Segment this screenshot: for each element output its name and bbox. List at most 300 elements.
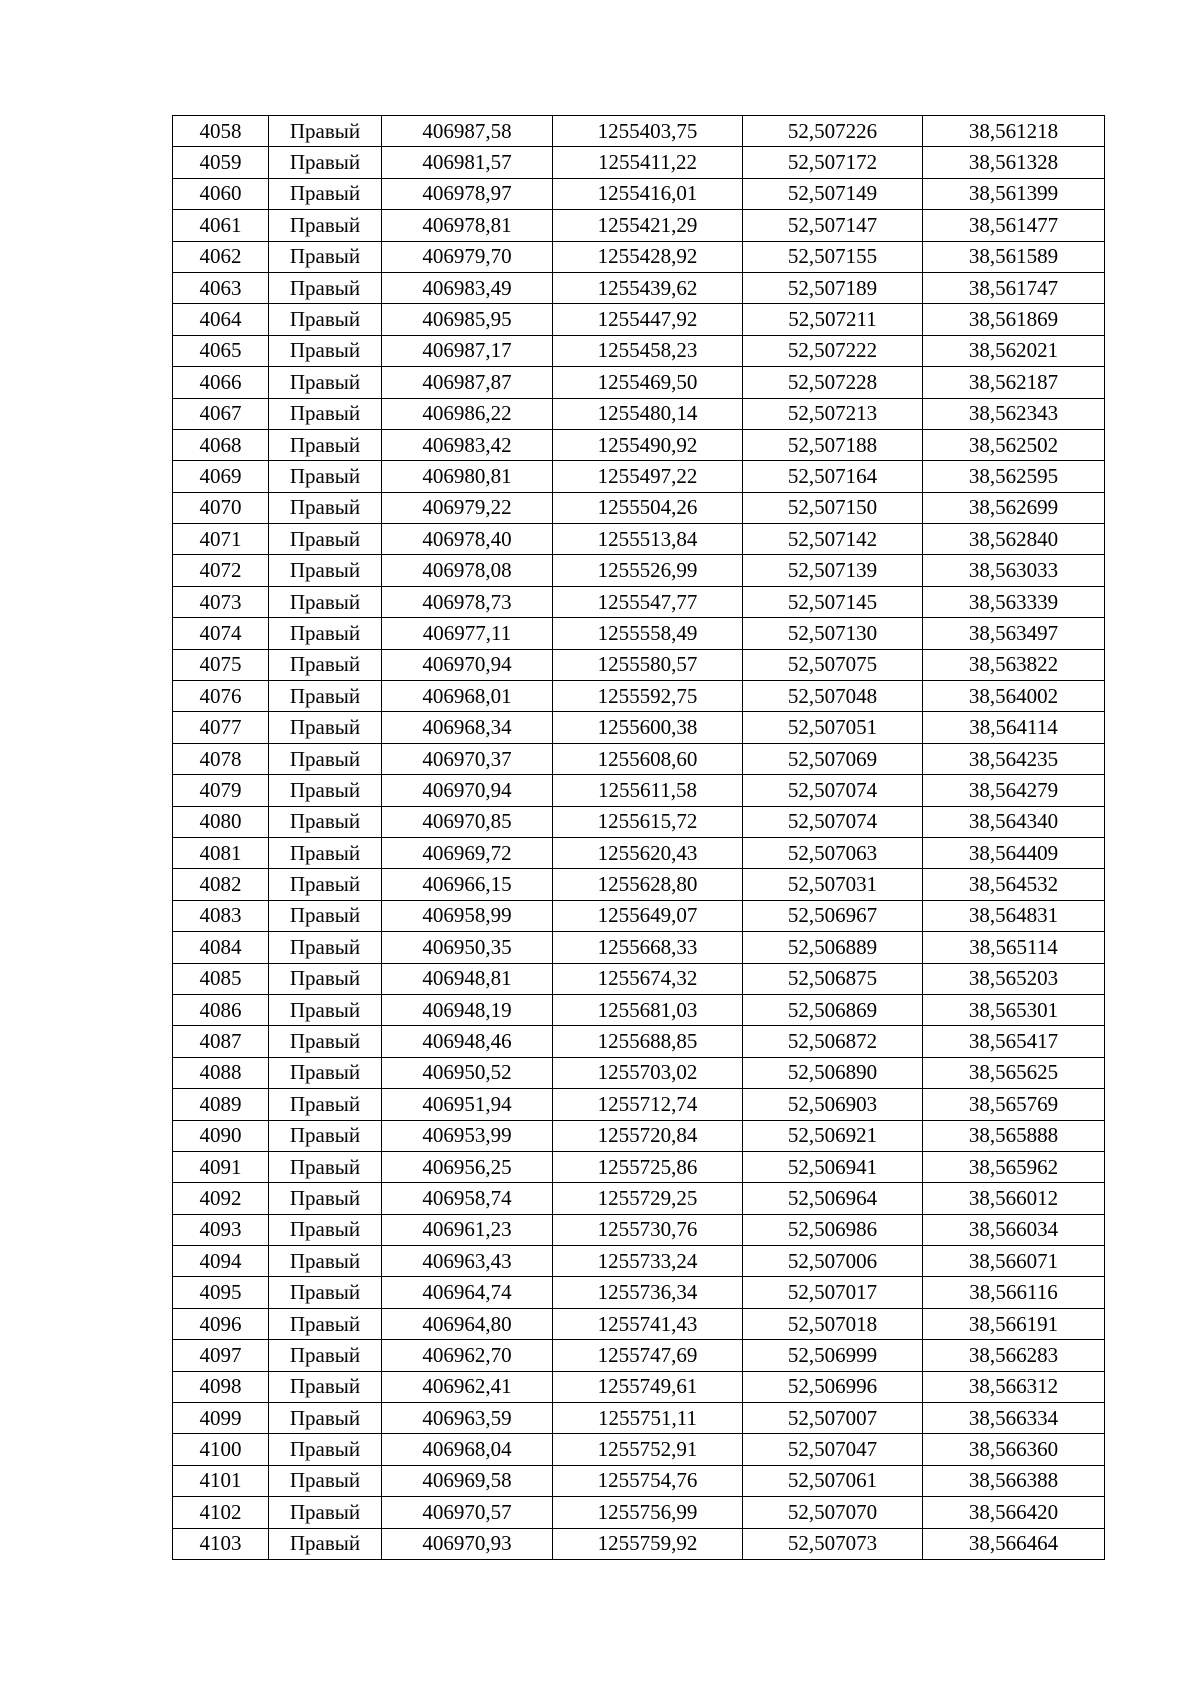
y-coordinate-cell: 1255741,43	[553, 1308, 743, 1339]
longitude-cell: 38,566388	[923, 1465, 1105, 1496]
x-coordinate-cell: 406956,25	[382, 1151, 553, 1182]
bank-side-cell: Правый	[269, 1371, 382, 1402]
latitude-cell: 52,507006	[743, 1246, 923, 1277]
y-coordinate-cell: 1255730,76	[553, 1214, 743, 1245]
latitude-cell: 52,507018	[743, 1308, 923, 1339]
bank-side-cell: Правый	[269, 1465, 382, 1496]
table-row	[173, 837, 1105, 868]
x-coordinate-cell: 406948,81	[382, 963, 553, 994]
bank-side-cell: Правый	[269, 994, 382, 1025]
x-coordinate-cell: 406966,15	[382, 869, 553, 900]
latitude-cell: 52,507139	[743, 555, 923, 586]
x-coordinate-cell: 406953,99	[382, 1120, 553, 1151]
x-coordinate-cell: 406987,58	[382, 116, 553, 147]
table-row	[173, 524, 1105, 555]
x-coordinate-cell: 406968,34	[382, 712, 553, 743]
latitude-cell: 52,506941	[743, 1151, 923, 1182]
longitude-cell: 38,565203	[923, 963, 1105, 994]
x-coordinate-cell: 406979,22	[382, 492, 553, 523]
bank-side-cell: Правый	[269, 272, 382, 303]
longitude-cell: 38,566116	[923, 1277, 1105, 1308]
point-number-cell: 4077	[173, 712, 269, 743]
y-coordinate-cell: 1255703,02	[553, 1057, 743, 1088]
x-coordinate-cell: 406970,85	[382, 806, 553, 837]
point-number-cell: 4071	[173, 524, 269, 555]
point-number-cell: 4070	[173, 492, 269, 523]
table-row	[173, 335, 1105, 366]
longitude-cell: 38,565888	[923, 1120, 1105, 1151]
x-coordinate-cell: 406968,01	[382, 681, 553, 712]
y-coordinate-cell: 1255547,77	[553, 586, 743, 617]
latitude-cell: 52,507226	[743, 116, 923, 147]
table-row	[173, 429, 1105, 460]
x-coordinate-cell: 406962,41	[382, 1371, 553, 1402]
table-row	[173, 586, 1105, 617]
x-coordinate-cell: 406961,23	[382, 1214, 553, 1245]
bank-side-cell: Правый	[269, 1026, 382, 1057]
y-coordinate-cell: 1255526,99	[553, 555, 743, 586]
table-row	[173, 1151, 1105, 1182]
latitude-cell: 52,507228	[743, 367, 923, 398]
point-number-cell: 4098	[173, 1371, 269, 1402]
x-coordinate-cell: 406969,58	[382, 1465, 553, 1496]
longitude-cell: 38,565769	[923, 1089, 1105, 1120]
point-number-cell: 4099	[173, 1403, 269, 1434]
bank-side-cell: Правый	[269, 963, 382, 994]
latitude-cell: 52,506869	[743, 994, 923, 1025]
longitude-cell: 38,566283	[923, 1340, 1105, 1371]
longitude-cell: 38,563033	[923, 555, 1105, 586]
bank-side-cell: Правый	[269, 1528, 382, 1559]
longitude-cell: 38,561399	[923, 178, 1105, 209]
table-row	[173, 1246, 1105, 1277]
longitude-cell: 38,565625	[923, 1057, 1105, 1088]
bank-side-cell: Правый	[269, 1183, 382, 1214]
y-coordinate-cell: 1255513,84	[553, 524, 743, 555]
latitude-cell: 52,507142	[743, 524, 923, 555]
bank-side-cell: Правый	[269, 649, 382, 680]
x-coordinate-cell: 406985,95	[382, 304, 553, 335]
point-number-cell: 4088	[173, 1057, 269, 1088]
x-coordinate-cell: 406963,59	[382, 1403, 553, 1434]
point-number-cell: 4066	[173, 367, 269, 398]
table-row	[173, 806, 1105, 837]
y-coordinate-cell: 1255504,26	[553, 492, 743, 523]
y-coordinate-cell: 1255592,75	[553, 681, 743, 712]
y-coordinate-cell: 1255620,43	[553, 837, 743, 868]
y-coordinate-cell: 1255600,38	[553, 712, 743, 743]
y-coordinate-cell: 1255558,49	[553, 618, 743, 649]
point-number-cell: 4061	[173, 210, 269, 241]
latitude-cell: 52,506889	[743, 932, 923, 963]
x-coordinate-cell: 406958,99	[382, 900, 553, 931]
x-coordinate-cell: 406978,08	[382, 555, 553, 586]
point-number-cell: 4076	[173, 681, 269, 712]
y-coordinate-cell: 1255729,25	[553, 1183, 743, 1214]
longitude-cell: 38,564409	[923, 837, 1105, 868]
x-coordinate-cell: 406983,49	[382, 272, 553, 303]
longitude-cell: 38,561218	[923, 116, 1105, 147]
bank-side-cell: Правый	[269, 900, 382, 931]
latitude-cell: 52,507048	[743, 681, 923, 712]
y-coordinate-cell: 1255580,57	[553, 649, 743, 680]
longitude-cell: 38,562343	[923, 398, 1105, 429]
point-number-cell: 4097	[173, 1340, 269, 1371]
longitude-cell: 38,562840	[923, 524, 1105, 555]
x-coordinate-cell: 406951,94	[382, 1089, 553, 1120]
latitude-cell: 52,507145	[743, 586, 923, 617]
y-coordinate-cell: 1255416,01	[553, 178, 743, 209]
y-coordinate-cell: 1255447,92	[553, 304, 743, 335]
point-number-cell: 4073	[173, 586, 269, 617]
point-number-cell: 4072	[173, 555, 269, 586]
table-row	[173, 241, 1105, 272]
y-coordinate-cell: 1255615,72	[553, 806, 743, 837]
x-coordinate-cell: 406970,94	[382, 649, 553, 680]
table-row	[173, 775, 1105, 806]
longitude-cell: 38,564235	[923, 743, 1105, 774]
x-coordinate-cell: 406981,57	[382, 147, 553, 178]
point-number-cell: 4089	[173, 1089, 269, 1120]
bank-side-cell: Правый	[269, 618, 382, 649]
point-number-cell: 4059	[173, 147, 269, 178]
table-row	[173, 1403, 1105, 1434]
latitude-cell: 52,507147	[743, 210, 923, 241]
bank-side-cell: Правый	[269, 1151, 382, 1182]
longitude-cell: 38,566420	[923, 1497, 1105, 1528]
bank-side-cell: Правый	[269, 210, 382, 241]
latitude-cell: 52,507211	[743, 304, 923, 335]
bank-side-cell: Правый	[269, 367, 382, 398]
x-coordinate-cell: 406970,93	[382, 1528, 553, 1559]
point-number-cell: 4069	[173, 461, 269, 492]
point-number-cell: 4095	[173, 1277, 269, 1308]
longitude-cell: 38,561477	[923, 210, 1105, 241]
point-number-cell: 4085	[173, 963, 269, 994]
y-coordinate-cell: 1255439,62	[553, 272, 743, 303]
point-number-cell: 4084	[173, 932, 269, 963]
table-row	[173, 649, 1105, 680]
longitude-cell: 38,563497	[923, 618, 1105, 649]
x-coordinate-cell: 406958,74	[382, 1183, 553, 1214]
latitude-cell: 52,507073	[743, 1528, 923, 1559]
longitude-cell: 38,566012	[923, 1183, 1105, 1214]
y-coordinate-cell: 1255754,76	[553, 1465, 743, 1496]
latitude-cell: 52,507051	[743, 712, 923, 743]
point-number-cell: 4074	[173, 618, 269, 649]
latitude-cell: 52,506967	[743, 900, 923, 931]
table-row	[173, 398, 1105, 429]
table-row	[173, 1214, 1105, 1245]
y-coordinate-cell: 1255733,24	[553, 1246, 743, 1277]
longitude-cell: 38,561869	[923, 304, 1105, 335]
x-coordinate-cell: 406948,19	[382, 994, 553, 1025]
longitude-cell: 38,562187	[923, 367, 1105, 398]
y-coordinate-cell: 1255403,75	[553, 116, 743, 147]
table-row	[173, 147, 1105, 178]
y-coordinate-cell: 1255421,29	[553, 210, 743, 241]
latitude-cell: 52,507061	[743, 1465, 923, 1496]
longitude-cell: 38,566464	[923, 1528, 1105, 1559]
latitude-cell: 52,506921	[743, 1120, 923, 1151]
point-number-cell: 4058	[173, 116, 269, 147]
table-row	[173, 712, 1105, 743]
bank-side-cell: Правый	[269, 806, 382, 837]
point-number-cell: 4062	[173, 241, 269, 272]
longitude-cell: 38,564114	[923, 712, 1105, 743]
table-row	[173, 1277, 1105, 1308]
y-coordinate-cell: 1255611,58	[553, 775, 743, 806]
longitude-cell: 38,564340	[923, 806, 1105, 837]
bank-side-cell: Правый	[269, 429, 382, 460]
point-number-cell: 4102	[173, 1497, 269, 1528]
y-coordinate-cell: 1255756,99	[553, 1497, 743, 1528]
x-coordinate-cell: 406969,72	[382, 837, 553, 868]
x-coordinate-cell: 406968,04	[382, 1434, 553, 1465]
latitude-cell: 52,507188	[743, 429, 923, 460]
x-coordinate-cell: 406978,73	[382, 586, 553, 617]
latitude-cell: 52,507074	[743, 806, 923, 837]
bank-side-cell: Правый	[269, 681, 382, 712]
bank-side-cell: Правый	[269, 116, 382, 147]
y-coordinate-cell: 1255681,03	[553, 994, 743, 1025]
longitude-cell: 38,565417	[923, 1026, 1105, 1057]
bank-side-cell: Правый	[269, 1246, 382, 1277]
bank-side-cell: Правый	[269, 1089, 382, 1120]
x-coordinate-cell: 406963,43	[382, 1246, 553, 1277]
table-row	[173, 178, 1105, 209]
point-number-cell: 4078	[173, 743, 269, 774]
x-coordinate-cell: 406983,42	[382, 429, 553, 460]
bank-side-cell: Правый	[269, 147, 382, 178]
table-row	[173, 932, 1105, 963]
x-coordinate-cell: 406977,11	[382, 618, 553, 649]
bank-side-cell: Правый	[269, 492, 382, 523]
bank-side-cell: Правый	[269, 1497, 382, 1528]
point-number-cell: 4101	[173, 1465, 269, 1496]
latitude-cell: 52,506875	[743, 963, 923, 994]
y-coordinate-cell: 1255712,74	[553, 1089, 743, 1120]
x-coordinate-cell: 406987,87	[382, 367, 553, 398]
y-coordinate-cell: 1255497,22	[553, 461, 743, 492]
bank-side-cell: Правый	[269, 743, 382, 774]
coordinates-table-body	[173, 116, 1105, 1560]
point-number-cell: 4060	[173, 178, 269, 209]
latitude-cell: 52,507007	[743, 1403, 923, 1434]
longitude-cell: 38,565962	[923, 1151, 1105, 1182]
x-coordinate-cell: 406978,97	[382, 178, 553, 209]
y-coordinate-cell: 1255469,50	[553, 367, 743, 398]
table-row	[173, 116, 1105, 147]
table-row	[173, 1371, 1105, 1402]
table-row	[173, 994, 1105, 1025]
longitude-cell: 38,566191	[923, 1308, 1105, 1339]
bank-side-cell: Правый	[269, 524, 382, 555]
point-number-cell: 4094	[173, 1246, 269, 1277]
bank-side-cell: Правый	[269, 932, 382, 963]
table-row	[173, 1497, 1105, 1528]
y-coordinate-cell: 1255736,34	[553, 1277, 743, 1308]
bank-side-cell: Правый	[269, 1434, 382, 1465]
x-coordinate-cell: 406970,37	[382, 743, 553, 774]
longitude-cell: 38,566034	[923, 1214, 1105, 1245]
x-coordinate-cell: 406964,74	[382, 1277, 553, 1308]
table-row	[173, 555, 1105, 586]
latitude-cell: 52,507222	[743, 335, 923, 366]
y-coordinate-cell: 1255720,84	[553, 1120, 743, 1151]
table-row	[173, 1120, 1105, 1151]
table-row	[173, 1089, 1105, 1120]
bank-side-cell: Правый	[269, 1308, 382, 1339]
y-coordinate-cell: 1255458,23	[553, 335, 743, 366]
longitude-cell: 38,565301	[923, 994, 1105, 1025]
point-number-cell: 4068	[173, 429, 269, 460]
bank-side-cell: Правый	[269, 178, 382, 209]
bank-side-cell: Правый	[269, 1277, 382, 1308]
y-coordinate-cell: 1255628,80	[553, 869, 743, 900]
point-number-cell: 4065	[173, 335, 269, 366]
longitude-cell: 38,564002	[923, 681, 1105, 712]
table-row	[173, 1308, 1105, 1339]
latitude-cell: 52,507070	[743, 1497, 923, 1528]
latitude-cell: 52,507017	[743, 1277, 923, 1308]
table-row	[173, 272, 1105, 303]
y-coordinate-cell: 1255480,14	[553, 398, 743, 429]
point-number-cell: 4086	[173, 994, 269, 1025]
table-row	[173, 869, 1105, 900]
longitude-cell: 38,566360	[923, 1434, 1105, 1465]
y-coordinate-cell: 1255752,91	[553, 1434, 743, 1465]
y-coordinate-cell: 1255749,61	[553, 1371, 743, 1402]
x-coordinate-cell: 406948,46	[382, 1026, 553, 1057]
table-row	[173, 963, 1105, 994]
latitude-cell: 52,507130	[743, 618, 923, 649]
latitude-cell: 52,507031	[743, 869, 923, 900]
x-coordinate-cell: 406970,57	[382, 1497, 553, 1528]
latitude-cell: 52,507150	[743, 492, 923, 523]
point-number-cell: 4082	[173, 869, 269, 900]
x-coordinate-cell: 406964,80	[382, 1308, 553, 1339]
longitude-cell: 38,563822	[923, 649, 1105, 680]
latitude-cell: 52,507172	[743, 147, 923, 178]
y-coordinate-cell: 1255428,92	[553, 241, 743, 272]
table-row	[173, 1465, 1105, 1496]
longitude-cell: 38,561589	[923, 241, 1105, 272]
longitude-cell: 38,561747	[923, 272, 1105, 303]
latitude-cell: 52,506986	[743, 1214, 923, 1245]
table-row	[173, 743, 1105, 774]
latitude-cell: 52,506999	[743, 1340, 923, 1371]
longitude-cell: 38,562502	[923, 429, 1105, 460]
point-number-cell: 4081	[173, 837, 269, 868]
table-row	[173, 492, 1105, 523]
bank-side-cell: Правый	[269, 398, 382, 429]
x-coordinate-cell: 406979,70	[382, 241, 553, 272]
point-number-cell: 4096	[173, 1308, 269, 1339]
bank-side-cell: Правый	[269, 461, 382, 492]
latitude-cell: 52,507063	[743, 837, 923, 868]
point-number-cell: 4075	[173, 649, 269, 680]
table-row	[173, 618, 1105, 649]
y-coordinate-cell: 1255649,07	[553, 900, 743, 931]
bank-side-cell: Правый	[269, 1120, 382, 1151]
latitude-cell: 52,506872	[743, 1026, 923, 1057]
bank-side-cell: Правый	[269, 1403, 382, 1434]
longitude-cell: 38,562021	[923, 335, 1105, 366]
longitude-cell: 38,564279	[923, 775, 1105, 806]
x-coordinate-cell: 406980,81	[382, 461, 553, 492]
longitude-cell: 38,566312	[923, 1371, 1105, 1402]
y-coordinate-cell: 1255751,11	[553, 1403, 743, 1434]
point-number-cell: 4093	[173, 1214, 269, 1245]
table-row	[173, 681, 1105, 712]
latitude-cell: 52,507155	[743, 241, 923, 272]
longitude-cell: 38,564532	[923, 869, 1105, 900]
bank-side-cell: Правый	[269, 869, 382, 900]
y-coordinate-cell: 1255674,32	[553, 963, 743, 994]
latitude-cell: 52,507069	[743, 743, 923, 774]
longitude-cell: 38,561328	[923, 147, 1105, 178]
longitude-cell: 38,562595	[923, 461, 1105, 492]
latitude-cell: 52,507074	[743, 775, 923, 806]
latitude-cell: 52,507075	[743, 649, 923, 680]
table-row	[173, 367, 1105, 398]
x-coordinate-cell: 406978,81	[382, 210, 553, 241]
y-coordinate-cell: 1255411,22	[553, 147, 743, 178]
point-number-cell: 4100	[173, 1434, 269, 1465]
longitude-cell: 38,562699	[923, 492, 1105, 523]
latitude-cell: 52,506890	[743, 1057, 923, 1088]
longitude-cell: 38,566071	[923, 1246, 1105, 1277]
x-coordinate-cell: 406978,40	[382, 524, 553, 555]
point-number-cell: 4103	[173, 1528, 269, 1559]
bank-side-cell: Правый	[269, 1057, 382, 1088]
table-row	[173, 900, 1105, 931]
y-coordinate-cell: 1255688,85	[553, 1026, 743, 1057]
point-number-cell: 4067	[173, 398, 269, 429]
y-coordinate-cell: 1255668,33	[553, 932, 743, 963]
table-row	[173, 1528, 1105, 1559]
bank-side-cell: Правый	[269, 775, 382, 806]
bank-side-cell: Правый	[269, 335, 382, 366]
y-coordinate-cell: 1255725,86	[553, 1151, 743, 1182]
table-row	[173, 1434, 1105, 1465]
longitude-cell: 38,565114	[923, 932, 1105, 963]
point-number-cell: 4080	[173, 806, 269, 837]
bank-side-cell: Правый	[269, 1340, 382, 1371]
point-number-cell: 4092	[173, 1183, 269, 1214]
table-row	[173, 1026, 1105, 1057]
longitude-cell: 38,563339	[923, 586, 1105, 617]
table-row	[173, 1057, 1105, 1088]
point-number-cell: 4064	[173, 304, 269, 335]
latitude-cell: 52,506964	[743, 1183, 923, 1214]
table-row	[173, 461, 1105, 492]
bank-side-cell: Правый	[269, 712, 382, 743]
table-row	[173, 210, 1105, 241]
y-coordinate-cell: 1255759,92	[553, 1528, 743, 1559]
bank-side-cell: Правый	[269, 837, 382, 868]
point-number-cell: 4079	[173, 775, 269, 806]
table-row	[173, 1183, 1105, 1214]
point-number-cell: 4083	[173, 900, 269, 931]
y-coordinate-cell: 1255608,60	[553, 743, 743, 774]
y-coordinate-cell: 1255490,92	[553, 429, 743, 460]
x-coordinate-cell: 406986,22	[382, 398, 553, 429]
y-coordinate-cell: 1255747,69	[553, 1340, 743, 1371]
point-number-cell: 4091	[173, 1151, 269, 1182]
bank-side-cell: Правый	[269, 1214, 382, 1245]
